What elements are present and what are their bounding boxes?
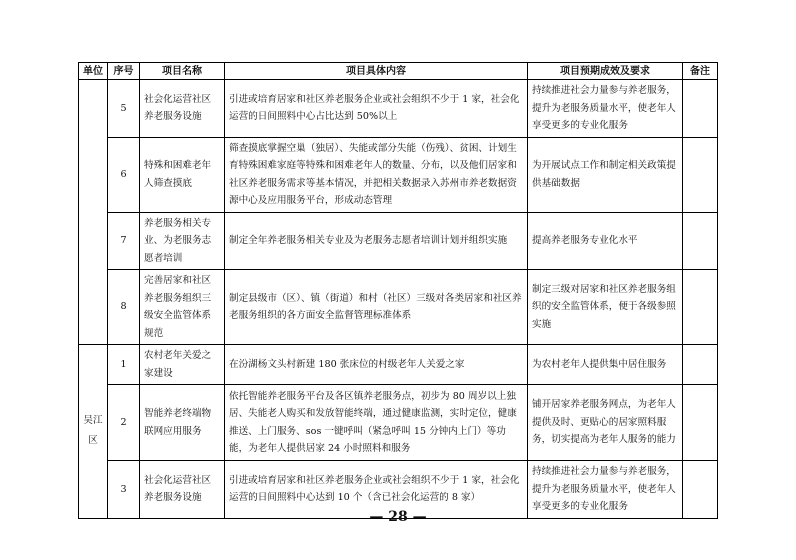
row-remark [683, 385, 718, 461]
row-goal: 制定三级对居家和社区养老服务组织的安全监管体系，便于各级参照实施 [528, 270, 683, 345]
row-remark [683, 345, 718, 385]
row-no: 6 [108, 137, 140, 212]
row-remark [683, 270, 718, 345]
header-no: 序号 [108, 63, 140, 80]
header-remark: 备注 [683, 63, 718, 80]
row-name: 智能养老终端物联网应用服务 [140, 385, 225, 461]
unit-cell: 吴江区 [79, 345, 108, 519]
table-row [79, 137, 718, 212]
row-content: 依托智能养老服务平台及各区镇养老服务点，初步为 80 周岁以上独居、失能老人购买和发放智能终端，通过健康监测，实时定位，健康推送、上门服务、sos 一键呼叫（紧急呼叫 15 分钟内上门）等功能，为老年人提供居家 24 小时照料和服务 [225, 385, 528, 461]
row-name: 养老服务相关专业、为老服务志愿者培训 [140, 212, 225, 270]
row-goal: 铺开居家养老服务网点，为老年人提供及时、更贴心的居家照料服务，切实提高为老年人服务的能力 [528, 385, 683, 461]
table-row [79, 270, 718, 345]
row-content: 制定全年养老服务相关专业及为老服务志愿者培训计划并组织实施 [225, 212, 528, 270]
row-content: 制定县级市（区）、镇（街道）和村（社区）三级对各类居家和社区养老服务组织的各方面安全监督管理标准体系 [225, 270, 528, 345]
header-goal: 项目预期成效及要求 [528, 63, 683, 80]
page-number: — 28 — [369, 509, 427, 525]
table-header-row [79, 63, 718, 80]
row-goal: 持续推进社会力量参与养老服务，提升为老服务质量水平，使老年人享受更多的专业化服务 [528, 461, 683, 519]
table-row [79, 385, 718, 461]
header-unit: 单位 [79, 63, 108, 80]
row-no: 8 [108, 270, 140, 345]
row-remark [683, 80, 718, 138]
row-name: 社会化运营社区养老服务设施 [140, 461, 225, 519]
row-goal: 为开展试点工作和制定相关政策提供基础数据 [528, 137, 683, 212]
row-content: 在汾湖杨文头村新建 180 张床位的村级老年人关爱之家 [225, 345, 528, 385]
header-content: 项目具体内容 [225, 63, 528, 80]
row-remark [683, 137, 718, 212]
row-goal: 提高养老服务专业化水平 [528, 212, 683, 270]
header-name: 项目名称 [140, 63, 225, 80]
row-name: 社会化运营社区养老服务设施 [140, 80, 225, 138]
table-row [79, 80, 718, 138]
row-goal: 为农村老年人提供集中居住服务 [528, 345, 683, 385]
row-goal: 持续推进社会力量参与养老服务，提升为老服务质量水平，使老年人享受更多的专业化服务 [528, 80, 683, 138]
row-content: 筛查摸底掌握空巢（独居）、失能或部分失能（伤残）、贫困、计划生育特殊困难家庭等特殊和困难老年人的数量、分布，以及他们居家和社区养老服务需求等基本情况，并把相关数据录入苏州市养老数据资源中心及应用服务平台，形成动态管理 [225, 137, 528, 212]
row-name: 完善居家和社区养老服务组织三级安全监管体系规范 [140, 270, 225, 345]
row-name: 农村老年关爱之家建设 [140, 345, 225, 385]
project-table [78, 62, 718, 519]
row-no: 5 [108, 80, 140, 138]
row-content: 引进或培育居家和社区养老服务企业或社会组织不少于 1 家，社会化运营的日间照料中心占比达到 50%以上 [225, 80, 528, 138]
row-no: 1 [108, 345, 140, 385]
row-content: 引进或培育居家和社区养老服务企业或社会组织不少于 1 家，社会化运营的日间照料中心达到 10 个（含已社会化运营的 8 家） [225, 461, 528, 519]
table-row [79, 345, 718, 385]
row-no: 2 [108, 385, 140, 461]
table-row [79, 212, 718, 270]
row-name: 特殊和困难老年人筛查摸底 [140, 137, 225, 212]
row-no: 3 [108, 461, 140, 519]
row-remark [683, 212, 718, 270]
row-no: 7 [108, 212, 140, 270]
unit-cell [79, 80, 108, 345]
